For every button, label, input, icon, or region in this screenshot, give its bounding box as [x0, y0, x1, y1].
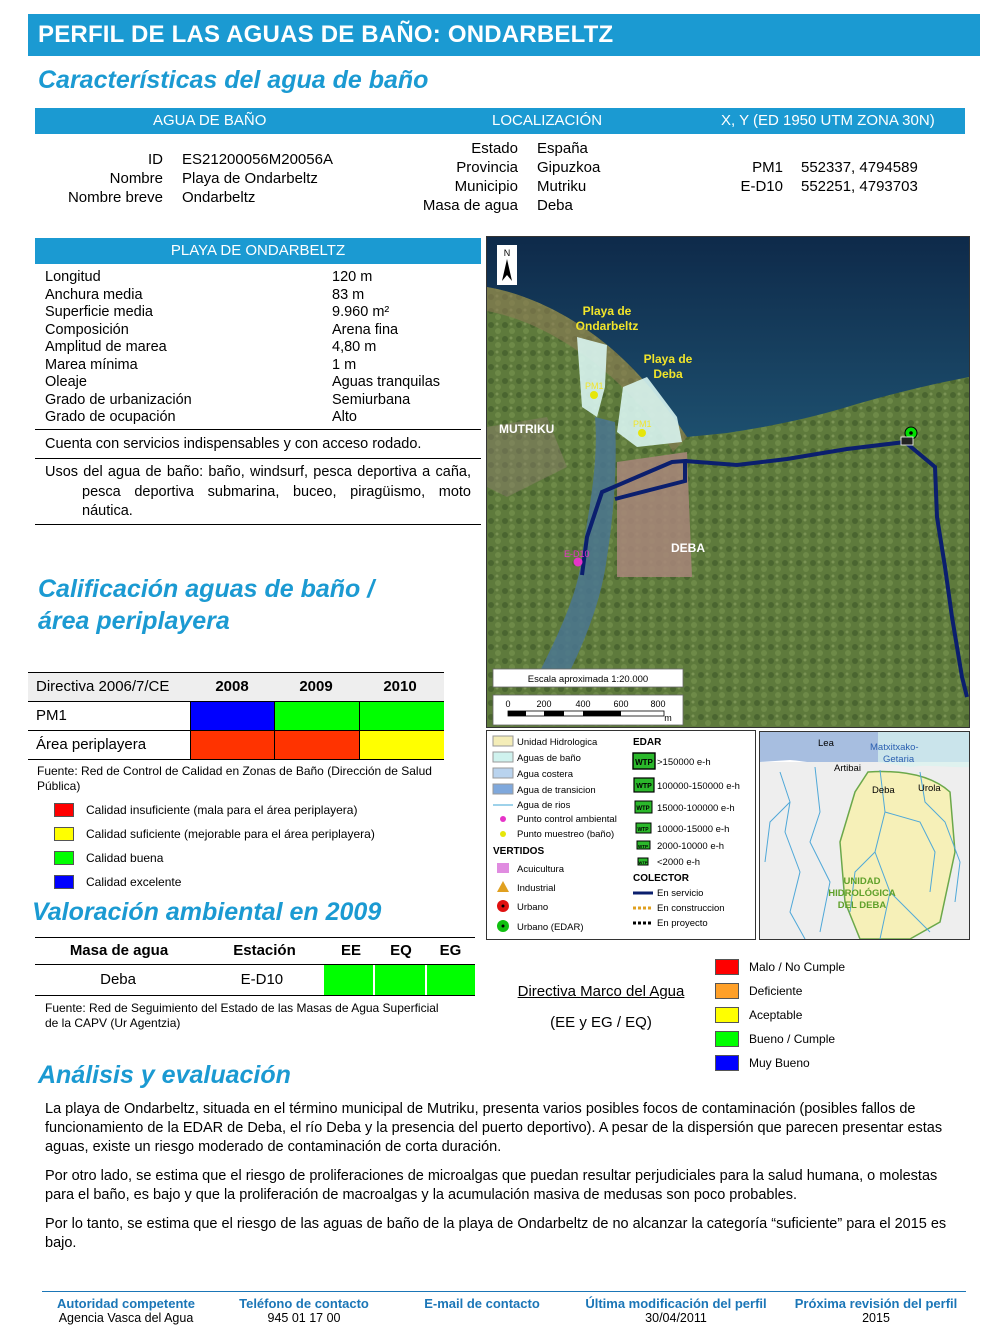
dma-legend-item	[715, 1051, 845, 1075]
divider	[35, 524, 481, 525]
valor-header: EE	[340, 942, 361, 959]
playa-usos: Usos del agua de baño: baño, windsurf, pesca deportiva a caña, pesca deportiva submarina, buceo, piragüismo, moto náutica.	[45, 464, 471, 519]
playa-title: PLAYA DE ONDARBELTZ	[35, 238, 481, 264]
legend-symbol-industrial	[497, 881, 509, 892]
legend-dot-muestreo	[500, 831, 506, 837]
legend-edar-item: <2000 e-h	[657, 857, 701, 868]
calif-header-row	[28, 673, 444, 701]
calif-header-year: 2010	[383, 678, 417, 695]
playa-labels	[45, 269, 325, 427]
analisis-body	[45, 1100, 965, 1253]
legend-swatch	[715, 1055, 739, 1071]
legend-edar-item: 2000-10000 e-h	[657, 841, 725, 852]
minimap-label-lea: Lea	[818, 738, 834, 749]
legend-swatch	[54, 851, 74, 865]
agua-value: ES21200056M20056A	[182, 151, 333, 168]
section-title-line: área periplayera	[38, 607, 230, 635]
legend-swatch	[715, 983, 739, 999]
legend-swatch-aguas-bano	[493, 752, 513, 762]
agua-values	[182, 150, 333, 207]
legend-vertido: Industrial	[517, 883, 556, 894]
legend-colector-item: En construccion	[657, 903, 725, 914]
minimap-svg	[760, 732, 969, 939]
north-label: N	[503, 248, 511, 258]
calif-cell	[359, 702, 444, 730]
legend-label: Aceptable	[749, 1008, 803, 1022]
loc-value: Mutriku	[537, 178, 587, 195]
sampling-point-pm1	[638, 429, 646, 437]
calif-cell	[274, 731, 359, 759]
legend-edar-item: 15000-100000 e-h	[657, 803, 735, 814]
footer-heading: Autoridad competente	[57, 1296, 195, 1311]
dma-legend	[715, 955, 845, 1075]
loc-label: Masa de agua	[422, 197, 518, 214]
map-label-pm1: PM1	[633, 419, 652, 429]
agua-value: Ondarbeltz	[182, 189, 256, 206]
legend-dot-control	[500, 816, 506, 822]
playa-value: Semiurbana	[332, 391, 411, 408]
wtp-icon	[901, 437, 913, 445]
edar-point-center	[909, 431, 913, 435]
legend-item: Unidad Hidrologica	[517, 737, 598, 748]
location-minimap	[759, 731, 970, 940]
minimap-label-artibai: Artibai	[834, 763, 861, 774]
map-legend-svg	[487, 731, 755, 939]
legend-swatch	[54, 827, 74, 841]
map-label-playa-deba: Playa de	[643, 352, 693, 366]
footer	[42, 1296, 966, 1325]
calif-header: Directiva 2006/7/CE	[36, 678, 170, 695]
header-agua: AGUA DE BAÑO	[153, 112, 267, 129]
coord-labels	[700, 158, 783, 196]
minimap-label-urola: Urola	[918, 783, 941, 794]
info-header-bar	[35, 108, 965, 134]
valor-header: Estación	[233, 942, 296, 959]
playa-servicios: Cuenta con servicios indispensables y con acceso rodado.	[45, 436, 422, 452]
valor-masa: Deba	[100, 971, 136, 988]
playa-label: Marea mínima	[45, 356, 138, 373]
loc-value: España	[537, 140, 588, 157]
legend-wtp-label: WTP	[637, 827, 649, 833]
legend-label: Muy Bueno	[749, 1056, 810, 1070]
legend-vertido: Urbano (EDAR)	[517, 922, 584, 933]
analisis-paragraph: Por otro lado, se estima que el riesgo de proliferaciones de microalgas que puedan resultar perjudiciales para la salud humana, o molestas para el baño, es bajo y que la proliferación de macroalgas y la acumulación masiva de medusas son poco probables.	[45, 1168, 938, 1203]
footer-col	[42, 1296, 210, 1325]
valor-cell	[323, 965, 373, 995]
calif-fuente: Fuente: Red de Control de Calidad en Zonas de Baño (Dirección de Salud Pública)	[37, 764, 432, 793]
calif-cell	[274, 702, 359, 730]
legend-item: Agua costera	[517, 769, 573, 780]
dma-title: Directiva Marco del Agua	[517, 983, 685, 1000]
minimap-label-unidad: HIDROLÓGICA	[828, 888, 896, 899]
agua-label: Nombre	[109, 170, 163, 187]
legend-item: Agua de transicion	[517, 785, 596, 796]
legend-label: Bueno / Cumple	[749, 1032, 836, 1046]
agua-value: Playa de Ondarbeltz	[182, 170, 318, 187]
scale-bar-segment	[583, 711, 621, 716]
map-label-pm1: PM1	[585, 381, 604, 391]
section-title-line: Calificación aguas de baño /	[38, 575, 375, 603]
minimap-label-deba: Deba	[872, 785, 895, 796]
calif-row-periplayera	[28, 731, 444, 760]
coord-label: PM1	[752, 159, 783, 176]
legend-wtp-label: WTP	[635, 758, 653, 767]
minimap-label-unidad: UNIDAD	[843, 876, 881, 887]
minimap-label-matxitxako: Matxitxako-	[870, 742, 919, 753]
playa-value: 83 m	[332, 286, 365, 303]
playa-label: Anchura media	[45, 286, 143, 303]
dma-legend-item	[715, 979, 845, 1003]
map-label-deba: DEBA	[671, 541, 706, 555]
calif-row-pm1	[28, 702, 444, 731]
scale-tick: 200	[536, 699, 552, 709]
footer-heading: Teléfono de contacto	[239, 1296, 369, 1311]
footer-heading: Próxima revisión del perfil	[794, 1296, 958, 1311]
playa-label: Oleaje	[45, 374, 87, 390]
sampling-point-pm1	[590, 391, 598, 399]
analisis-paragraph: La playa de Ondarbeltz, situada en el término municipal de Mutriku, presenta varios posibles focos de contaminación (posibles fallos de funcionamiento de la EDAR de Deba, el río Deba y la presencia del puerto deportivo). A pesar de la dispersión que parecen presentar estas aguas, existe un riesgo moderado de contaminación de corta duración.	[45, 1101, 943, 1155]
legend-symbol-urbano-edar-center	[502, 925, 505, 928]
map-label-playa-deba: Deba	[653, 367, 683, 381]
playa-value: Aguas tranquilas	[332, 374, 441, 390]
minimap-label-unidad: DEL DEBA	[837, 900, 887, 911]
playa-value: 9.960 m²	[332, 304, 390, 320]
dma-subtitle: (EE y EG / EQ)	[550, 1014, 652, 1031]
coord-value: 552251, 4793703	[801, 178, 918, 195]
legend-item: Punto control ambiental	[517, 814, 617, 825]
agua-label: Nombre breve	[67, 189, 163, 206]
scale-bar-segment	[544, 711, 564, 716]
legend-swatch	[715, 1031, 739, 1047]
minimap-label-getaria: Getaria	[883, 754, 915, 765]
scale-tick: 800	[650, 699, 666, 709]
legend-item: Punto muestreo (baño)	[517, 829, 615, 840]
dma-legend-item	[715, 1003, 845, 1027]
valor-cell	[425, 965, 475, 995]
coord-values	[801, 158, 918, 196]
scale-tick: 400	[575, 699, 591, 709]
footer-col	[220, 1296, 388, 1325]
legend-vertidos-title: VERTIDOS	[493, 846, 545, 857]
calificacion-table	[28, 672, 444, 760]
analisis-paragraph: Por lo tanto, se estima que el riesgo de las aguas de baño de la playa de Ondarbeltz de no alcanzar la categoría “suficiente” para el 2015 es bajo.	[45, 1216, 947, 1251]
playa-value: Alto	[332, 409, 357, 425]
scale-bar-segment	[508, 711, 526, 716]
loc-label: Estado	[471, 140, 518, 157]
legend-vertido: Urbano	[517, 902, 549, 913]
section-title-valoracion: Valoración ambiental en 2009	[32, 898, 382, 926]
aerial-map	[486, 236, 970, 728]
footer-value: 30/04/2011	[645, 1311, 707, 1325]
playa-label: Composición	[45, 321, 129, 338]
map-svg	[487, 237, 969, 727]
map-legend	[486, 730, 756, 940]
section-title-caracteristicas: Características del agua de baño	[38, 66, 429, 94]
footer-heading: E-mail de contacto	[424, 1296, 540, 1311]
dma-legend-item	[715, 1027, 845, 1051]
dma-legend-item	[715, 955, 845, 979]
playa-values	[332, 269, 480, 427]
valor-cell	[373, 965, 424, 995]
legend-edar-item: 100000-150000 e-h	[657, 781, 740, 792]
map-label-playa-ondarbeltz: Playa de	[582, 304, 632, 318]
valor-fuente: Fuente: Red de Seguimiento del Estado de las Masas de Agua Superficial de la CAPV (Ur Agentzia)	[45, 1001, 439, 1030]
header-localizacion: LOCALIZACIÓN	[492, 112, 603, 129]
coord-value: 552337, 4794589	[801, 159, 918, 176]
agua-label: ID	[148, 151, 163, 168]
legend-edar-item: 10000-15000 e-h	[657, 824, 730, 835]
playa-label: Longitud	[45, 269, 101, 285]
map-label-mutriku: MUTRIKU	[499, 422, 555, 436]
legend-swatch-costera	[493, 768, 513, 778]
legend-label: Calidad excelente	[86, 875, 182, 889]
calif-cell	[190, 731, 275, 759]
legend-swatch-unidad	[493, 736, 513, 746]
section-title-analisis: Análisis y evaluación	[38, 1061, 291, 1089]
page-title: PERFIL DE LAS AGUAS DE BAÑO: ONDARBELTZ	[28, 14, 980, 56]
calif-header-year: 2009	[299, 678, 333, 695]
calif-cell	[359, 731, 444, 759]
loc-value: Deba	[537, 197, 573, 214]
playa-label: Grado de urbanización	[45, 391, 192, 408]
calif-row-label: PM1	[36, 707, 67, 724]
valor-estacion: E-D10	[240, 971, 284, 988]
map-label-playa-ondarbeltz: Ondarbeltz	[575, 319, 639, 333]
footer-heading: Última modificación del perfil	[585, 1296, 767, 1311]
legend-label: Calidad buena	[86, 851, 164, 865]
legend-swatch	[715, 1007, 739, 1023]
legend-wtp-label: WTP	[636, 806, 650, 812]
calif-cell	[190, 702, 275, 730]
legend-label: Deficiente	[749, 984, 803, 998]
coord-label: E-D10	[740, 178, 783, 195]
loc-values	[537, 139, 600, 215]
calif-legend-item	[54, 846, 375, 870]
legend-item: Aguas de baño	[517, 753, 581, 764]
agua-labels	[40, 150, 163, 207]
divider	[35, 429, 481, 430]
footer-value: 945 01 17 00	[267, 1311, 341, 1325]
loc-labels	[390, 139, 518, 215]
calif-legend-item	[54, 870, 375, 894]
playa-label: Grado de ocupación	[45, 409, 176, 425]
playa-value: Arena fina	[332, 321, 399, 338]
valor-header: Masa de agua	[69, 942, 169, 959]
legend-swatch	[54, 875, 74, 889]
legend-edar-title: EDAR	[633, 737, 662, 748]
valor-header: EQ	[390, 942, 412, 959]
calif-legend	[54, 798, 375, 894]
legend-edar-item: >150000 e-h	[657, 757, 711, 768]
footer-value: 2015	[862, 1311, 890, 1325]
legend-colector-item: En servicio	[657, 888, 704, 899]
playa-label: Amplitud de marea	[45, 339, 167, 355]
playa-value: 120 m	[332, 269, 373, 285]
footer-col	[786, 1296, 966, 1325]
legend-label: Calidad insuficiente (mala para el área periplayera)	[86, 803, 358, 817]
calif-header-year: 2008	[215, 678, 249, 695]
legend-swatch-transicion	[493, 784, 513, 794]
legend-colector-title: COLECTOR	[633, 873, 689, 884]
legend-symbol-acuicultura	[497, 863, 509, 873]
valor-header: EG	[439, 942, 462, 959]
legend-wtp-label: WTP	[638, 860, 648, 865]
valor-header-row	[35, 938, 475, 965]
footer-col	[398, 1296, 566, 1325]
legend-swatch	[54, 803, 74, 817]
legend-wtp-label: WTP	[636, 783, 652, 790]
legend-swatch	[715, 959, 739, 975]
calif-legend-item	[54, 822, 375, 846]
loc-label: Provincia	[456, 159, 518, 176]
header-coords: X, Y (ED 1950 UTM ZONA 30N)	[721, 112, 935, 129]
calif-row-label: Área periplayera	[36, 736, 147, 753]
footer-col	[576, 1296, 776, 1325]
legend-colector-item: En proyecto	[657, 918, 708, 929]
legend-label: Calidad suficiente (mejorable para el área periplayera)	[86, 827, 375, 841]
playa-label: Superficie media	[45, 304, 153, 320]
divider	[35, 458, 481, 459]
playa-value: 1 m	[332, 356, 357, 373]
legend-label: Malo / No Cumple	[749, 960, 846, 974]
loc-value: Gipuzkoa	[537, 159, 601, 176]
legend-item: Agua de rios	[517, 800, 571, 811]
scale-label: Escala aproximada 1:20.000	[527, 674, 649, 685]
loc-label: Municipio	[454, 178, 518, 195]
footer-divider	[42, 1291, 966, 1292]
valoracion-table	[35, 937, 475, 996]
map-label-ed10: E-D10	[564, 549, 590, 559]
scale-tick: 0	[505, 699, 511, 709]
scale-unit: m	[664, 713, 672, 723]
legend-wtp-label: WTP	[638, 844, 648, 849]
calif-legend-item	[54, 798, 375, 822]
legend-vertido: Acuicultura	[517, 864, 564, 875]
playa-value: 4,80 m	[332, 339, 377, 355]
legend-symbol-urbano-center	[502, 905, 505, 908]
section-title-calificacion	[38, 573, 374, 637]
valor-row	[35, 965, 475, 996]
minimap-unit-deba	[837, 772, 955, 939]
scale-tick: 600	[613, 699, 629, 709]
footer-value: Agencia Vasca del Agua	[58, 1311, 194, 1325]
